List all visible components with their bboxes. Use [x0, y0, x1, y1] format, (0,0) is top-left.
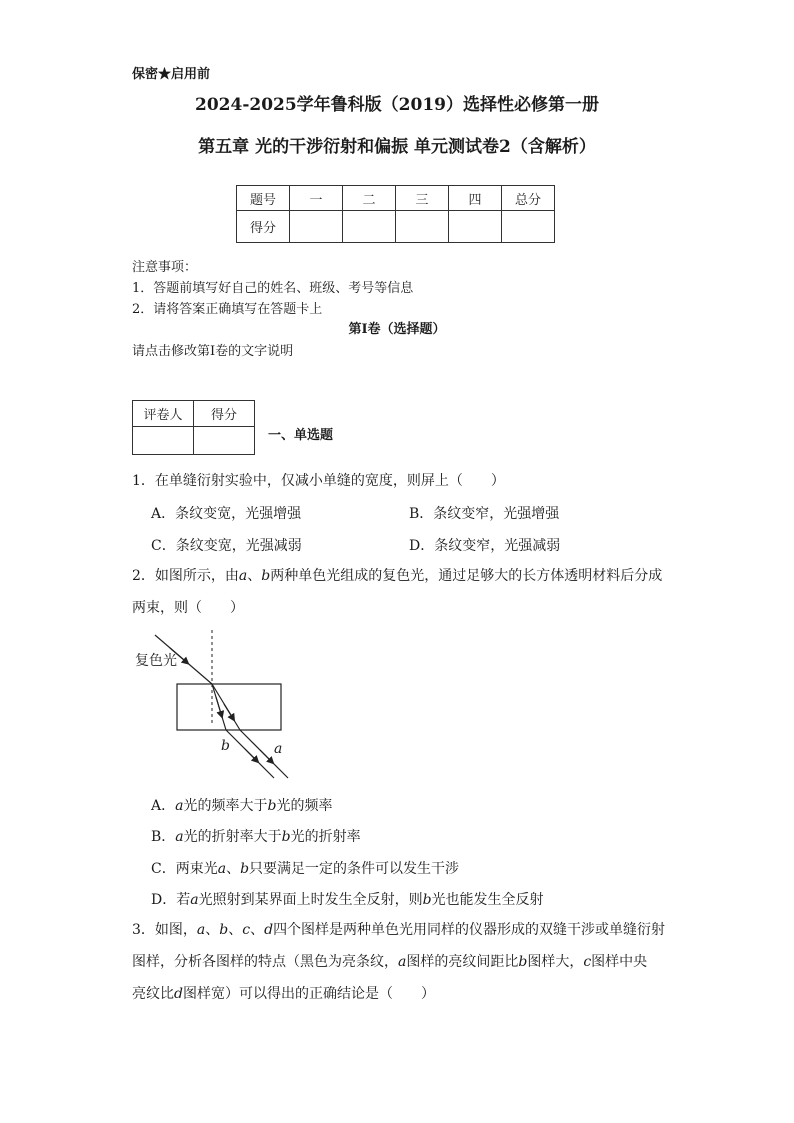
text: 光的折射率: [290, 829, 361, 845]
q1-option-a[interactable]: A．条纹变宽，光强增强: [151, 506, 302, 522]
emergent-b-arrow: [245, 749, 258, 762]
text: 图样中央: [591, 954, 648, 970]
score-table: [236, 185, 555, 243]
question-2-stem: [132, 566, 662, 586]
grader-header-cell: 得分: [194, 401, 255, 427]
q1-option-c[interactable]: C．条纹变宽，光强减弱: [151, 538, 302, 554]
text: 只要满足一定的条件可以发生干涉: [249, 861, 460, 877]
section-title: 一、单选题: [268, 428, 334, 443]
text: A．: [151, 798, 176, 814]
notes-item-2: 2．请将答案正确填写在答题卡上: [132, 302, 323, 317]
text: C．两束光: [151, 861, 218, 877]
score-header-cell: 四: [449, 186, 502, 211]
score-blank-cell[interactable]: [449, 211, 502, 243]
text: 图样宽）可以得出的正确结论是（ ）: [182, 986, 435, 1002]
text: 亮纹比: [132, 986, 174, 1002]
score-header-cell: 一: [290, 186, 343, 211]
var-d: d: [174, 986, 183, 1002]
figure-label-a: a: [274, 741, 283, 757]
grader-table: [132, 400, 255, 455]
notes-heading: 注意事项：: [132, 260, 198, 275]
score-blank-cell[interactable]: [502, 211, 555, 243]
text: 图样，分析各图样的特点（黑色为亮条纹，: [132, 954, 398, 970]
var-a: a: [398, 954, 407, 970]
var-a: a: [196, 922, 206, 938]
notes-item-1: 1．答题前填写好自己的姓名、班级、考号等信息: [132, 281, 414, 296]
score-header-cell: 三: [396, 186, 449, 211]
q1-option-b[interactable]: B．条纹变窄，光强增强: [409, 506, 560, 522]
ray-a-arrow: [224, 704, 234, 720]
text: 光也能发生全反射: [431, 892, 544, 908]
var-a: a: [238, 568, 248, 584]
score-header-cell: 总分: [502, 186, 555, 211]
text: 图样大，: [527, 954, 584, 970]
figure-label-b: b: [221, 738, 230, 754]
var-b: b: [240, 861, 250, 877]
score-blank-cell[interactable]: [396, 211, 449, 243]
text: 图样的亮纹间距比: [406, 954, 519, 970]
score-blank-cell[interactable]: [290, 211, 343, 243]
var-a: a: [175, 798, 184, 814]
figure-label-composite-light: 复色光: [135, 653, 177, 669]
question-3-line2: [132, 952, 647, 972]
text: 四个图样是两种单色光用同样的仪器形成的双缝干涉或单缝衍射: [273, 922, 666, 938]
var-b: b: [281, 829, 291, 845]
var-b: b: [267, 798, 277, 814]
q2-option-c[interactable]: [151, 858, 459, 878]
score-row-label: 得分: [237, 211, 290, 243]
text: B．: [151, 829, 176, 845]
text: D．若: [151, 892, 191, 908]
var-d: d: [264, 922, 274, 938]
text: 、: [226, 861, 241, 877]
exam-title-line2: 第五章 光的干涉衍射和偏振 单元测试卷2（含解析）: [198, 137, 596, 157]
text: 光照射到某界面上时发生全反射，则: [198, 892, 423, 908]
score-header-cell: 二: [343, 186, 396, 211]
part1-instruction[interactable]: 请点击修改第I卷的文字说明: [132, 344, 294, 359]
text: 3．如图，: [132, 922, 197, 938]
refraction-figure: [130, 625, 300, 785]
text: 两种单色光组成的复色光，通过足够大的长方体透明材料后分成: [270, 568, 663, 584]
question-2-stem-line2: 两束，则（ ）: [132, 600, 244, 616]
var-b: b: [518, 954, 528, 970]
var-b: b: [219, 922, 229, 938]
var-a: a: [190, 892, 199, 908]
text: 光的频率: [276, 798, 333, 814]
q2-option-d[interactable]: [151, 889, 544, 909]
text: 2．如图所示，由: [132, 568, 239, 584]
part1-title: 第I卷（选择题）: [348, 322, 446, 337]
question-3-line3: [132, 984, 435, 1004]
grader-blank-cell[interactable]: [194, 427, 255, 455]
var-a: a: [217, 861, 227, 877]
var-c: c: [583, 954, 592, 970]
question-1-stem: 1．在单缝衍射实验中，仅减小单缝的宽度，则屏上（ ）: [132, 473, 505, 489]
text: 光的折射率大于: [183, 829, 282, 845]
score-header-cell: 题号: [237, 186, 290, 211]
var-b: b: [422, 892, 432, 908]
var-b: b: [261, 568, 271, 584]
q1-option-d[interactable]: D．条纹变窄，光强减弱: [409, 538, 561, 554]
score-blank-cell[interactable]: [343, 211, 396, 243]
text: 、: [247, 568, 262, 584]
q2-option-b[interactable]: [151, 826, 361, 846]
confidential-mark: 保密★启用前: [132, 67, 211, 82]
text: 光的频率大于: [183, 798, 268, 814]
grader-header-cell: 评卷人: [133, 401, 194, 427]
q2-option-a[interactable]: [151, 795, 332, 815]
emergent-a-arrow: [260, 750, 273, 763]
transparent-block: [177, 684, 281, 730]
var-c: c: [242, 922, 251, 938]
question-3-line1: 3．如图，a、b、c、d四个图样是两种单色光用同样的仪器形成的双缝干涉或单缝衍射: [132, 922, 666, 938]
grader-blank-cell[interactable]: [133, 427, 194, 455]
var-a: a: [175, 829, 184, 845]
exam-title-line1: 2024-2025学年鲁科版（2019）选择性必修第一册: [195, 95, 599, 115]
